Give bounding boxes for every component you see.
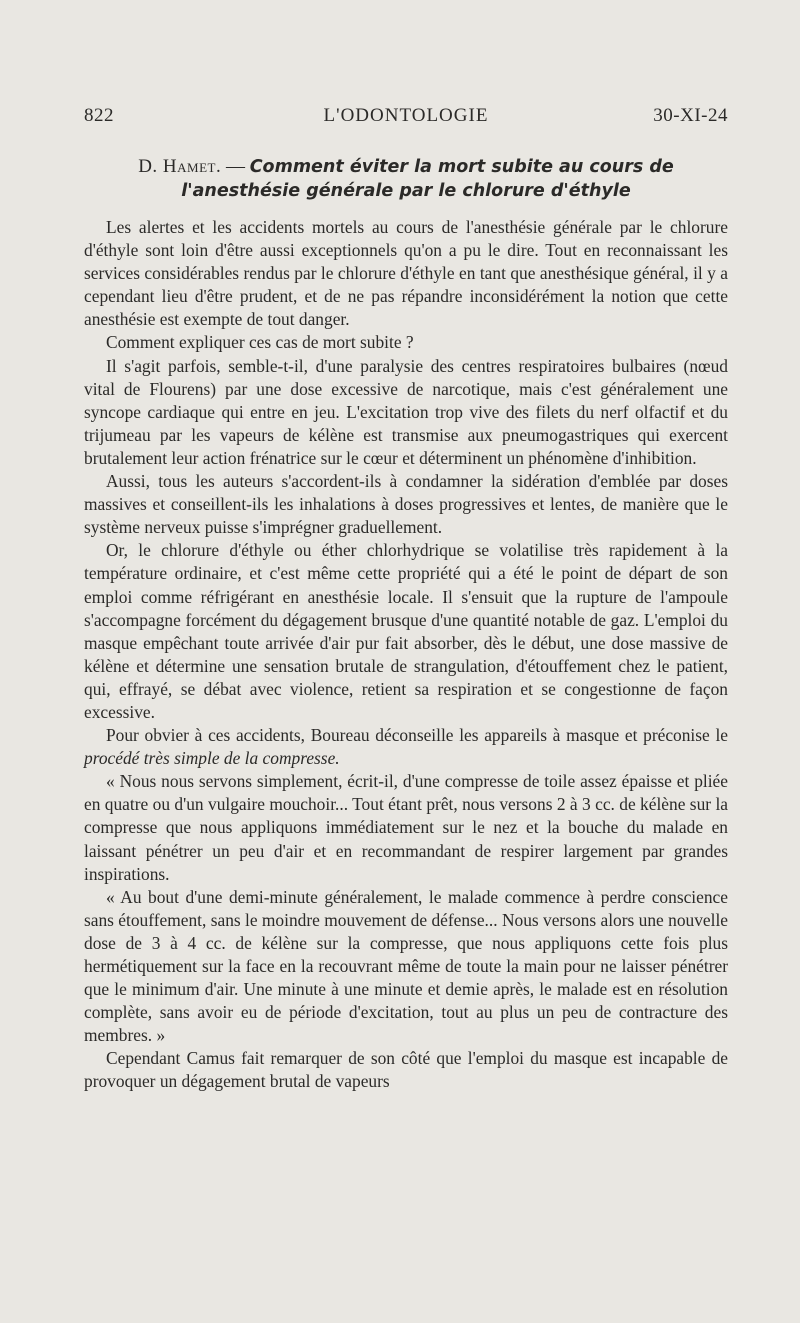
running-header <box>84 105 728 133</box>
journal-title: L'ODONTOLOGIE <box>323 105 489 126</box>
paragraph: Or, le chlorure d'éthyle ou éther chlorhydrique se volatilise très rapidement à la température ordinaire, et c'est même cette propriété qui a été le point de départ de son emploi comme réfrigérant en anesthésie locale. Il s'ensuit que la rupture de l'ampoule s'accompagne forcément du dégagement brusque d'une quantité notable de gaz. L'emploi du masque empêchant toute arrivée d'air pur fait absorber, dès le début, une dose massive de kélène et détermine une sensation brutale de strangulation, d'étouffement chez le patient, qui, effrayé, se débat avec violence, retient sa respiration et se congestionne de façon excessive. <box>84 540 728 722</box>
paragraph: Les alertes et les accidents mortels au cours de l'anesthésie générale par le chlorure d'éthyle sont loin d'être aussi exceptionnels qu'on a pu le dire. Tout en reconnaissant les services considérables rendus par le chlorure d'éthyle en tant que anesthésique général, il y a cependant lieu d'être prudent, et de ne pas répandre inconsidérément la notion que cette anesthésie est exempte de tout danger. <box>84 217 728 330</box>
article-author: D. Hamet. <box>138 156 222 177</box>
paragraph: Comment expliquer ces cas de mort subite ? <box>106 332 414 353</box>
issue-date: 30-XI-24 <box>653 105 728 126</box>
paragraph: Il s'agit parfois, semble-t-il, d'une paralysie des centres respiratoires bulbaires (nœud vital de Flourens) par une dose excessive de narcotique, mais c'est généralement une syncope cardiaque qui entre en jeu. L'excitation trop vive des filets du nerf olfactif et du trijumeau par les vapeurs de kélène est transmise aux pneumogastriques qui exercent brutalement leur action frénatrice sur le cœur et déterminent un phénomène d'inhibition. <box>84 355 728 468</box>
paragraph-text: Pour obvier à ces accidents, Boureau déconseille les appareils à masque et préconise le <box>106 725 728 746</box>
paragraph: « Au bout d'une demi-minute généralement, le malade commence à perdre conscience sans étouffement, sans le moindre mouvement de défense... Nous versons alors une nouvelle dose de 3 à 4 cc. de kélène sur la compresse, que nous appliquons cette fois plus hermétiquement sur la face en la recouvrant même de toute la main pour ne laisser pénétrer que le minimum d'air. Une minute à une minute et demie après, le malade est en résolution complète, sans avoir eu de période d'excitation, tout au plus un peu de contracture des membres. » <box>84 886 728 1046</box>
page-number: 822 <box>84 105 114 126</box>
emphasized-text: procédé très simple de la compresse. <box>84 748 340 769</box>
paragraph: Aussi, tous les auteurs s'accordent-ils à condamner la sidération d'emblée par doses massives et conseillent-ils les inhalations à doses progressives et lentes, de manière que le système nerveux puisse s'imprégner graduellement. <box>84 471 728 538</box>
headline-line-2: l'anesthésie générale par le chlorure d'éthyle <box>181 181 631 201</box>
paragraph: Cependant Camus fait remarquer de son côté que l'emploi du masque est incapable de provoquer un dégagement brutal de vapeurs <box>84 1048 728 1092</box>
article-body <box>84 216 728 1094</box>
title-dash: — <box>221 156 250 177</box>
headline-line-1: Comment éviter la mort subite au cours de <box>249 157 674 177</box>
article-title <box>84 155 728 203</box>
paragraph: « Nous nous servons simplement, écrit-il, d'une compresse de toile assez épaisse et pliée en quatre ou d'un vulgaire mouchoir... Tout étant prêt, nous versons 2 à 3 cc. de kélène sur la compresse que nous appliquons immédiatement sur le nez et la bouche du malade en laissant pénétrer un peu d'air et en recommandant de respirer largement par grandes inspirations. <box>84 771 728 884</box>
paragraph <box>84 724 728 770</box>
